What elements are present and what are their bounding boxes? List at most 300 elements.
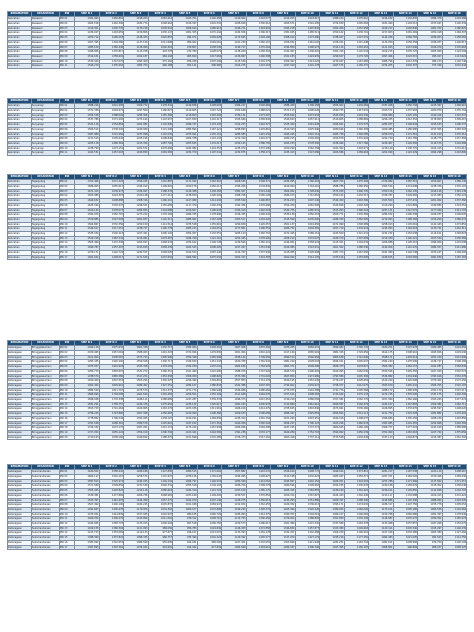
value-cell: 1034.362 (148, 507, 173, 512)
value-cell: 1144.051 (197, 227, 222, 232)
rw-cell: RW 05 (60, 199, 75, 204)
value-cell: 1351.536 (246, 246, 271, 251)
data-table-2 (7, 98, 467, 156)
value-cell: 1671.329 (99, 180, 124, 185)
value-cell: 1415.301 (320, 241, 345, 246)
value-cell: 1187.183 (442, 255, 467, 260)
value-cell: 1157.945 (124, 512, 149, 517)
value-cell: 1272.329 (222, 137, 247, 142)
value-cell: 1488.172 (369, 388, 394, 393)
kecamatan-cell: Sukomandaraan (32, 522, 60, 527)
kelurahan-cell: Kaderagean (8, 360, 32, 365)
kecamatan-cell: Tegalgubug (32, 241, 60, 246)
value-cell: 1118.603 (173, 113, 198, 118)
value-cell: 1269.485 (369, 127, 394, 132)
value-cell: 1496.373 (222, 398, 247, 403)
value-cell: 1110.045 (148, 132, 173, 137)
value-cell: 1065.565 (148, 151, 173, 156)
value-cell: 1321.241 (344, 232, 369, 237)
value-cell: 1075.528 (173, 222, 198, 227)
column-header: SMP N 7 (222, 12, 247, 17)
value-cell: 1571.113 (271, 109, 296, 114)
value-cell: 1442.724 (99, 250, 124, 255)
value-cell: 1645.306 (344, 374, 369, 379)
value-cell: 1039.501 (148, 26, 173, 31)
column-header: SMP N 5 (173, 341, 198, 346)
value-cell: 1213.117 (369, 493, 394, 498)
value-cell: 1218.800 (442, 151, 467, 156)
value-cell: 1133.088 (393, 493, 418, 498)
value-cell: 1525.449 (271, 123, 296, 128)
rw-cell: RW 05 (60, 489, 75, 494)
value-cell: 1014.523 (173, 250, 198, 255)
value-cell: 1155.069 (148, 203, 173, 208)
value-cell: 1436.066 (320, 141, 345, 146)
value-cell: 1177.929 (418, 208, 443, 213)
column-header: SMP N 11 (320, 12, 345, 17)
value-cell: 1365.255 (418, 383, 443, 388)
kelurahan-cell: Kelurahan (8, 236, 32, 241)
table-row (8, 255, 467, 260)
value-cell: 1346.834 (271, 526, 296, 531)
kecamatan-cell: Rawasari (32, 45, 60, 50)
value-cell: 1414.839 (99, 512, 124, 517)
kelurahan-cell: Kaderagean (8, 498, 32, 503)
value-cell: 1242.720 (369, 137, 394, 142)
value-cell: 1689.316 (99, 421, 124, 426)
value-cell: 1140.239 (442, 526, 467, 531)
value-cell: 1063.214 (148, 17, 173, 22)
value-cell: 1239.826 (222, 241, 247, 246)
value-cell: 1517.110 (246, 435, 271, 440)
kecamatan-cell: Tegalgubug (32, 222, 60, 227)
value-cell: 1015.297 (418, 526, 443, 531)
value-cell: 1223.036 (173, 407, 198, 412)
value-cell: 1199.644 (393, 123, 418, 128)
value-cell: 1707.581 (320, 398, 345, 403)
kecamatan-cell: Tegalgubug (32, 236, 60, 241)
kelurahan-cell: Kaderagean (8, 351, 32, 356)
value-cell: 1477.869 (99, 493, 124, 498)
value-cell: 1564.867 (75, 222, 100, 227)
value-cell: 1262.310 (197, 180, 222, 185)
value-cell: 1261.082 (124, 123, 149, 128)
value-cell: 1238.183 (197, 189, 222, 194)
value-cell: 1321.460 (173, 369, 198, 374)
value-cell: 1116.476 (393, 246, 418, 251)
value-cell: 1454.035 (320, 484, 345, 489)
value-cell: 1175.242 (173, 426, 198, 431)
value-cell: 2011.904 (75, 355, 100, 360)
value-cell: 1487.980 (75, 132, 100, 137)
value-cell: 1246.508 (246, 54, 271, 59)
value-cell: 1002.416 (148, 45, 173, 50)
value-cell: 1144.936 (369, 36, 394, 41)
value-cell: 1405.441 (393, 383, 418, 388)
value-cell: 1225.196 (124, 137, 149, 142)
rw-cell: RW 15 (60, 412, 75, 417)
value-cell: 1226.611 (369, 489, 394, 494)
value-cell: 1166.827 (148, 109, 173, 114)
value-cell: 1650.433 (295, 213, 320, 218)
column-header: SMP N 9 (271, 175, 296, 180)
value-cell: 1092.298 (418, 151, 443, 156)
value-cell: 1505.128 (246, 194, 271, 199)
value-cell: 1448.020 (442, 407, 467, 412)
value-cell: 1434.420 (246, 217, 271, 222)
value-cell: 1285.585 (222, 132, 247, 137)
value-cell: 1281.217 (369, 470, 394, 475)
value-cell: 1647.452 (246, 398, 271, 403)
value-cell: 1216.061 (124, 236, 149, 241)
value-cell: 1164.018 (393, 227, 418, 232)
value-cell: 1376.107 (442, 185, 467, 190)
value-cell: 1270.993 (369, 217, 394, 222)
kecamatan-cell: Tegalgubug (32, 227, 60, 232)
value-cell: 1297.910 (271, 64, 296, 69)
value-cell: 1022.947 (148, 512, 173, 517)
value-cell: 1213.172 (148, 426, 173, 431)
rw-cell: RW 15 (60, 536, 75, 541)
value-cell: 1429.370 (320, 236, 345, 241)
value-cell: 1514.113 (344, 412, 369, 417)
value-cell: 1232.232 (369, 232, 394, 237)
value-cell: 1362.166 (393, 398, 418, 403)
value-cell: 1406.218 (99, 36, 124, 41)
value-cell: 1610.123 (75, 208, 100, 213)
value-cell: 1898.283 (295, 393, 320, 398)
value-cell: 1206.688 (369, 241, 394, 246)
value-cell: 1376.384 (344, 213, 369, 218)
value-cell: 1212.352 (393, 118, 418, 123)
value-cell: 1374.575 (344, 123, 369, 128)
value-cell: 1511.648 (222, 393, 247, 398)
kelurahan-cell: Kelurahan (8, 17, 32, 22)
value-cell: 1182.225 (124, 503, 149, 508)
value-cell: 996.985 (197, 64, 222, 69)
rw-cell: RW 07 (60, 374, 75, 379)
value-cell: 1845.579 (271, 369, 296, 374)
kecamatan-cell: Sukomandaraan (32, 517, 60, 522)
kecamatan-cell: Sukomandaraan (32, 493, 60, 498)
value-cell: 1032.379 (173, 151, 198, 156)
value-cell: 1334.934 (344, 227, 369, 232)
value-cell: 977.877 (148, 531, 173, 536)
value-cell: 1044.319 (173, 489, 198, 494)
value-cell: 1044.760 (173, 236, 198, 241)
value-cell: 1444.061 (271, 241, 296, 246)
rw-cell: RW 04 (60, 484, 75, 489)
value-cell: 1296.337 (442, 123, 467, 128)
value-cell: 1344.992 (344, 479, 369, 484)
value-cell: 1448.442 (246, 213, 271, 218)
column-header: SMP N 3 (124, 12, 149, 17)
rw-cell: RW 11 (60, 151, 75, 156)
value-cell: 1537.788 (75, 118, 100, 123)
value-cell: 1098.405 (197, 246, 222, 251)
column-header: SMP N 2 (99, 175, 124, 180)
value-cell: 984.153 (418, 59, 443, 64)
value-cell: 1111.514 (148, 222, 173, 227)
value-cell: 1234.775 (246, 59, 271, 64)
value-cell: 1588.216 (75, 104, 100, 109)
value-cell: 1199.293 (222, 507, 247, 512)
column-header: KERAMATION (8, 341, 32, 346)
value-cell: 1442.306 (99, 22, 124, 27)
column-header: SMP N 11 (320, 175, 345, 180)
kelurahan-cell: Kelurahan (8, 222, 32, 227)
value-cell: 1401.302 (320, 246, 345, 251)
value-cell: 1729.656 (344, 351, 369, 356)
kelurahan-cell: Kaderagean (8, 369, 32, 374)
kelurahan-cell: Kelurahan (8, 217, 32, 222)
value-cell: 1588.786 (320, 185, 345, 190)
kecamatan-cell: Sukomandaraan (32, 545, 60, 550)
kecamatan-cell: Bringgalasumani (32, 365, 60, 370)
rw-cell: RW 02 (60, 185, 75, 190)
kelurahan-cell: Kaderagean (8, 526, 32, 531)
value-cell: 1038.545 (197, 45, 222, 50)
value-cell: 1141.019 (418, 132, 443, 137)
value-cell: 1619.650 (295, 222, 320, 227)
value-cell: 1197.538 (393, 470, 418, 475)
value-cell: 1559.508 (124, 360, 149, 365)
value-cell: 1091.944 (442, 64, 467, 69)
value-cell: 1688.427 (271, 412, 296, 417)
value-cell: 1218.612 (246, 545, 271, 550)
value-cell: 1457.390 (369, 398, 394, 403)
value-cell: 1007.299 (197, 59, 222, 64)
value-cell: 994.071 (173, 36, 198, 41)
rw-cell: RW 17 (60, 255, 75, 260)
value-cell: 1330.676 (344, 484, 369, 489)
kelurahan-cell: Kelurahan (8, 132, 32, 137)
value-cell: 1368.708 (222, 194, 247, 199)
value-cell: 1250.744 (393, 104, 418, 109)
value-cell: 1540.755 (320, 109, 345, 114)
kelurahan-cell: Kelurahan (8, 137, 32, 142)
value-cell: 1294.206 (246, 36, 271, 41)
column-header: SMP N 5 (173, 12, 198, 17)
column-header: SMP N 7 (222, 465, 247, 470)
value-cell: 966.757 (148, 536, 173, 541)
value-cell: 1273.164 (124, 118, 149, 123)
column-header: SMP N 10 (295, 465, 320, 470)
value-cell: 1519.240 (369, 379, 394, 384)
kelurahan-cell: Kaderagean (8, 402, 32, 407)
kelurahan-cell: Kelurahan (8, 194, 32, 199)
value-cell: 1432.069 (344, 104, 369, 109)
kecamatan-cell: Tegalgubug (32, 208, 60, 213)
value-cell: 1796.243 (75, 412, 100, 417)
value-cell: 1578.500 (295, 141, 320, 146)
value-cell: 1781.944 (246, 360, 271, 365)
value-cell: 1671.294 (271, 416, 296, 421)
value-cell: 1146.453 (222, 526, 247, 531)
value-cell: 1744.491 (295, 185, 320, 190)
kelurahan-cell: Kelurahan (8, 146, 32, 151)
value-cell: 1252.445 (222, 236, 247, 241)
value-cell: 1635.006 (295, 217, 320, 222)
value-cell: 1231.539 (124, 484, 149, 489)
value-cell: 1249.656 (393, 194, 418, 199)
kecamatan-cell: Bringgalasumani (32, 388, 60, 393)
value-cell: 1432.517 (344, 194, 369, 199)
value-cell: 1535.034 (75, 232, 100, 237)
kecamatan-cell: Sukomandaraan (32, 475, 60, 480)
value-cell: 1212.572 (393, 208, 418, 213)
value-cell: 952.121 (173, 64, 198, 69)
value-cell: 1277.524 (393, 426, 418, 431)
column-header: SMP N 4 (148, 99, 173, 104)
value-cell: 1608.888 (99, 199, 124, 204)
rw-cell: RW 01 (60, 346, 75, 351)
value-cell: 1218.378 (344, 522, 369, 527)
value-cell: 1282.167 (246, 40, 271, 45)
value-cell: 1865.580 (99, 374, 124, 379)
value-cell: 1311.961 (197, 407, 222, 412)
value-cell: 1604.636 (222, 365, 247, 370)
column-header: SMP N 4 (148, 12, 173, 17)
value-cell: 1415.985 (271, 250, 296, 255)
value-cell: 1176.061 (393, 222, 418, 227)
value-cell: 1115.539 (222, 59, 247, 64)
value-cell: 1178.906 (197, 213, 222, 218)
column-header: SMP N 12 (344, 99, 369, 104)
kelurahan-cell: Kaderagean (8, 412, 32, 417)
value-cell: 1184.506 (222, 31, 247, 36)
value-cell: 1249.060 (124, 127, 149, 132)
column-header: SMP N 16 (442, 465, 467, 470)
value-cell: 1480.646 (320, 127, 345, 132)
kecamatan-cell: Sukomandaraan (32, 503, 60, 508)
table-row (8, 545, 467, 550)
value-cell: 1045.837 (148, 503, 173, 508)
value-cell: 1353.069 (99, 531, 124, 536)
value-cell: 1375.650 (442, 430, 467, 435)
value-cell: 1434.476 (124, 402, 149, 407)
value-cell: 975.164 (148, 59, 173, 64)
value-cell: 1085.796 (369, 59, 394, 64)
value-cell: 1678.827 (344, 365, 369, 370)
value-cell: 1190.416 (418, 113, 443, 118)
value-cell: 1325.666 (222, 118, 247, 123)
value-cell: 1436.922 (295, 50, 320, 55)
table-row (8, 435, 467, 440)
value-cell: 1048.005 (148, 250, 173, 255)
value-cell: 1235.132 (173, 402, 198, 407)
value-cell: 1388.224 (320, 17, 345, 22)
value-cell: 1124.329 (393, 151, 418, 156)
value-cell: 1368.914 (271, 36, 296, 41)
value-cell: 1462.524 (246, 208, 271, 213)
value-cell: 1620.289 (271, 430, 296, 435)
column-header: SMP N 7 (222, 99, 247, 104)
value-cell: 1522.197 (442, 383, 467, 388)
value-cell: 1413.723 (75, 531, 100, 536)
value-cell: 1133.915 (124, 522, 149, 527)
value-cell: 1202.439 (197, 203, 222, 208)
value-cell: 1201.572 (124, 146, 149, 151)
kelurahan-cell: Kelurahan (8, 59, 32, 64)
value-cell: 1437.041 (197, 365, 222, 370)
value-cell: 1614.175 (369, 351, 394, 356)
value-cell: 989.165 (173, 512, 198, 517)
value-cell: 1206.756 (124, 493, 149, 498)
value-cell: 1620.358 (222, 360, 247, 365)
column-header: SMP N 13 (369, 341, 394, 346)
value-cell: 1539.381 (75, 493, 100, 498)
kelurahan-cell: Kelurahan (8, 104, 32, 109)
value-cell: 1433.402 (442, 412, 467, 417)
column-header: SMP N 8 (246, 12, 271, 17)
value-cell: 1792.602 (271, 383, 296, 388)
value-cell: 1603.704 (320, 180, 345, 185)
value-cell: 1196.271 (222, 26, 247, 31)
value-cell: 1827.854 (271, 374, 296, 379)
value-cell: 1619.009 (271, 185, 296, 190)
value-cell: 1355.549 (222, 199, 247, 204)
value-cell: 1161.239 (222, 40, 247, 45)
rw-cell: RW 11 (60, 517, 75, 522)
value-cell: 1017.664 (197, 54, 222, 59)
value-cell: 1549.308 (246, 426, 271, 431)
value-cell: 1740.219 (271, 398, 296, 403)
value-cell: 966.188 (148, 64, 173, 69)
value-cell: 1429.985 (271, 246, 296, 251)
kecamatan-cell: Rawasari (32, 26, 60, 31)
value-cell: 1069.782 (393, 36, 418, 41)
value-cell: 1177.212 (148, 194, 173, 199)
value-cell: 1493.824 (99, 489, 124, 494)
value-cell: 1494.216 (197, 346, 222, 351)
value-cell: 1239.557 (222, 493, 247, 498)
value-cell: 1813.723 (75, 407, 100, 412)
value-cell: 1625.344 (75, 203, 100, 208)
value-cell: 1231.612 (442, 146, 467, 151)
value-cell: 1281.251 (320, 540, 345, 545)
value-cell: 1202.870 (418, 109, 443, 114)
value-cell: 1533.830 (246, 185, 271, 190)
value-cell: 1367.261 (124, 426, 149, 431)
value-cell: 944.691 (148, 545, 173, 550)
kelurahan-cell: Kelurahan (8, 151, 32, 156)
value-cell: 1472.745 (369, 393, 394, 398)
value-cell: 1376.004 (271, 517, 296, 522)
value-cell: 1142.443 (418, 222, 443, 227)
value-cell: 1138.659 (173, 194, 198, 199)
value-cell: 1457.877 (295, 526, 320, 531)
value-cell: 1298.893 (222, 127, 247, 132)
kelurahan-cell: Kelurahan (8, 189, 32, 194)
value-cell: 1201.902 (418, 199, 443, 204)
value-cell: 1168.815 (369, 255, 394, 260)
value-cell: 1228.003 (197, 104, 222, 109)
kecamatan-cell: Sukomandaraan (32, 507, 60, 512)
value-cell: 1148.433 (124, 36, 149, 41)
value-cell: 1068.965 (148, 493, 173, 498)
value-cell: 1465.738 (320, 132, 345, 137)
value-cell: 1159.806 (124, 31, 149, 36)
value-cell: 1479.830 (197, 351, 222, 356)
value-cell: 1333.670 (393, 407, 418, 412)
value-cell: 972.780 (173, 50, 198, 55)
value-cell: 1706.158 (295, 104, 320, 109)
value-cell: 1340.225 (148, 379, 173, 384)
value-cell: 1422.531 (75, 151, 100, 156)
value-cell: 1189.884 (418, 203, 443, 208)
value-cell: 1746.745 (344, 346, 369, 351)
